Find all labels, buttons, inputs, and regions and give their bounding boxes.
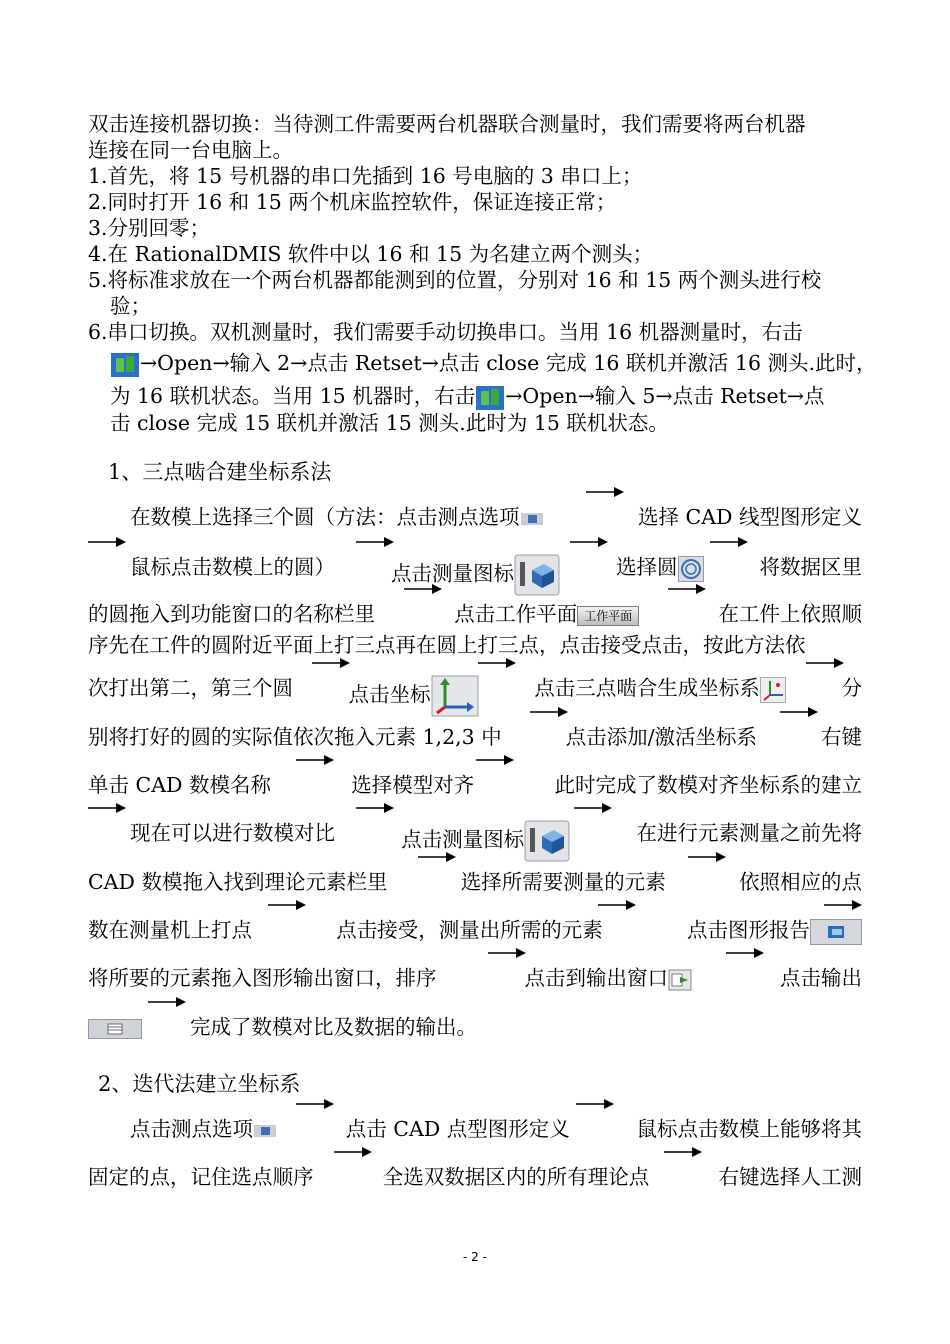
flow-arrow — [418, 850, 456, 864]
flow-arrow — [806, 656, 844, 670]
circle-icon[interactable] — [678, 556, 704, 582]
step-2: 2.同时打开 16 和 15 两个机床监控软件，保证连接正常； — [88, 190, 617, 214]
s1-row-11: 将所要的元素拖入图形输出窗口，排序 点击到输出窗口 点击输出 — [88, 966, 862, 990]
flow-arrow — [530, 705, 568, 719]
step-6-line-4: 击 close 完成 15 联机并激活 15 测头.此时为 15 联机状态。 — [110, 411, 669, 435]
s1-row-6: 别将打好的圆的实际值依次拖入元素 1,2,3 中 点击添加/激活坐标系 右键 — [88, 725, 862, 749]
s2-row-1: 点击测点选项 点击 CAD 点型图形定义 鼠标点击数模上能够将其 — [130, 1117, 862, 1141]
flow-arrow — [296, 1097, 334, 1111]
step-5-line-2: 验； — [110, 294, 151, 318]
output-window-icon[interactable] — [668, 969, 692, 991]
flow-arrow — [476, 753, 514, 767]
flow-arrow — [296, 753, 334, 767]
flow-arrow — [664, 1145, 702, 1159]
step-3: 3.分别回零； — [88, 216, 211, 240]
s1-row-10: 数在测量机上打点 点击接受，测量出所需的元素 点击图形报告 — [88, 917, 862, 945]
step-6-line-1: 6.串口切换。双机测量时，我们需要手动切换串口。当用 16 机器测量时，右击 — [88, 320, 803, 344]
flow-arrow — [356, 535, 394, 549]
section-1-heading: 1、三点啮合建坐标系法 — [108, 460, 332, 484]
connect-machine-icon[interactable] — [475, 385, 505, 411]
flow-arrow — [570, 535, 608, 549]
step-5-line-1: 5.将标准求放在一个两台机器都能测到的位置，分别对 16 和 15 两个测头进行校 — [88, 268, 822, 292]
flow-arrow — [726, 946, 764, 960]
coordinate-icon[interactable] — [431, 675, 479, 717]
section-2-heading: 2、迭代法建立坐标系 — [98, 1072, 301, 1096]
s1-row-2: 鼠标点击数模上的圆） 点击测量图标 选择圆 将数据区里 — [130, 554, 862, 596]
flow-arrow — [576, 1097, 614, 1111]
flow-arrow — [586, 485, 624, 499]
flow-arrow — [574, 801, 612, 815]
flow-arrow — [268, 898, 306, 912]
graphic-report-icon[interactable] — [810, 919, 862, 945]
flow-arrow — [688, 850, 726, 864]
step-6-line-3: 为 16 联机状态。当用 15 机器时，右击 →Open→输入 5→点击 Retset→点 — [110, 383, 825, 411]
workplane-button[interactable]: 工作平面 — [577, 606, 639, 626]
intro-line-1: 双击连接机器切换：当待测工件需要两台机器联合测量时，我们需要将两台机器 — [88, 112, 806, 136]
intro-line-2: 连接在同一台电脑上。 — [88, 138, 293, 162]
flow-arrow — [598, 898, 636, 912]
flow-arrow — [478, 656, 516, 670]
flow-arrow — [780, 705, 818, 719]
s1-row-9: CAD 数模拖入找到理论元素栏里 选择所需要测量的元素 依照相应的点 — [88, 870, 862, 894]
s1-row-4: 序先在工件的圆附近平面上打三点再在圆上打三点，点击接受点击，按此方法依 — [88, 633, 806, 657]
step-4: 4.在 RationalDMIS 软件中以 16 和 15 为名建立两个测头； — [88, 242, 654, 266]
s2-row-2: 固定的点，记住选点顺序 全选双数据区内的所有理论点 右键选择人工测 — [88, 1165, 862, 1189]
flow-arrow — [88, 801, 126, 815]
flow-arrow — [88, 535, 126, 549]
point-option-icon[interactable] — [520, 511, 546, 527]
page-number: - 2 - — [463, 1250, 487, 1264]
measure-icon[interactable] — [524, 820, 570, 862]
step-6-line-2: →Open→输入 2→点击 Retset→点击 close 完成 16 联机并激活 16 测头.此时， — [110, 350, 877, 378]
flow-arrow — [668, 582, 706, 596]
flow-arrow — [710, 535, 748, 549]
s1-row-8: 现在可以进行数模对比 点击测量图标 在进行元素测量之前先将 — [130, 820, 862, 862]
connect-machine-icon[interactable] — [110, 352, 140, 378]
s1-row-1: 在数模上选择三个圆（方法：点击测点选项 选择 CAD 线型图形定义 — [130, 505, 862, 529]
flow-arrow — [148, 995, 186, 1009]
flow-arrow — [312, 656, 350, 670]
measure-icon[interactable] — [514, 554, 560, 596]
s1-row-5: 次打出第二，第三个圆 点击坐标 点击三点啮合生成坐标系 分 — [88, 675, 862, 717]
s1-row-7: 单击 CAD 数模名称 选择模型对齐 此时完成了数模对齐坐标系的建立 — [88, 773, 862, 797]
flow-arrow — [404, 582, 442, 596]
point-option-icon[interactable] — [253, 1123, 279, 1139]
three-point-align-icon[interactable] — [760, 677, 786, 703]
flow-arrow — [334, 1145, 372, 1159]
flow-arrow — [488, 946, 526, 960]
step-1: 1.首先，将 15 号机器的串口先插到 16 号电脑的 3 串口上； — [88, 164, 643, 188]
flow-arrow — [356, 801, 394, 815]
s1-row-12: 完成了数模对比及数据的输出。 — [88, 1014, 477, 1040]
s1-row-3: 的圆拖入到功能窗口的名称栏里 点击工作平面 工作平面 在工件上依照顺 — [88, 602, 862, 626]
flow-arrow — [824, 898, 862, 912]
output-button-icon[interactable] — [88, 1019, 142, 1039]
